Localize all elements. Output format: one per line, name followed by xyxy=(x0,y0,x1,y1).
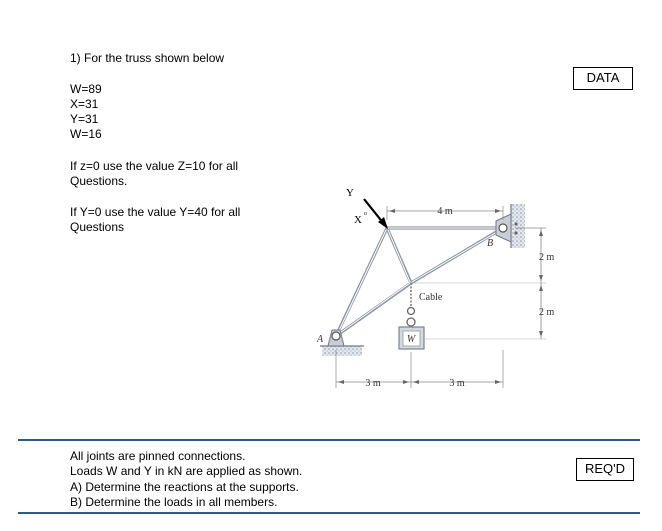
question-title: 1) For the truss shown below xyxy=(70,51,225,65)
note-y-line-1: If Y=0 use the value Y=40 for all xyxy=(70,205,241,219)
label-weight: W xyxy=(406,334,416,345)
truss-members xyxy=(336,228,503,336)
reqd-tag: REQ'D xyxy=(576,458,634,481)
label-support-b: B xyxy=(487,238,494,249)
svg-text:o: o xyxy=(364,211,367,217)
label-dim-top: 4 m xyxy=(437,206,453,217)
pin-a xyxy=(332,332,340,340)
ring xyxy=(407,318,415,326)
note-z-line-1: If z=0 use the value Z=10 for all xyxy=(70,159,239,173)
divider-top xyxy=(18,439,640,441)
label-cable: Cable xyxy=(419,292,443,303)
req-line-1: All joints are pinned connections. xyxy=(70,449,246,463)
label-dim-bottom-right: 3 m xyxy=(449,378,465,389)
note-z-line-2: Questions. xyxy=(70,174,128,188)
req-line-2: Loads W and Y in kN are applied as shown. xyxy=(70,464,303,478)
label-dim-bottom-left: 3 m xyxy=(365,378,381,389)
label-support-a: A xyxy=(317,334,324,345)
label-dim-right-upper: 2 m xyxy=(539,252,555,263)
req-line-3: A) Determine the reactions at the supports. xyxy=(70,480,299,494)
data-line-y: Y=31 xyxy=(70,112,99,126)
label-y: Y xyxy=(346,187,354,199)
data-line-w2: W=16 xyxy=(70,127,102,141)
label-x: X xyxy=(354,214,362,226)
data-line-x: X=31 xyxy=(70,97,99,111)
wall-b xyxy=(511,204,525,248)
divider-bottom xyxy=(18,512,640,514)
data-tag: DATA xyxy=(573,67,633,90)
hook xyxy=(408,308,415,315)
label-dim-right-lower: 2 m xyxy=(539,307,555,318)
truss-figure xyxy=(300,180,560,395)
req-line-4: B) Determine the loads in all members. xyxy=(70,495,278,509)
pin-b xyxy=(499,224,507,232)
data-line-w: W=89 xyxy=(70,82,102,96)
ground-a xyxy=(322,346,362,356)
note-y-line-2: Questions xyxy=(70,220,125,234)
